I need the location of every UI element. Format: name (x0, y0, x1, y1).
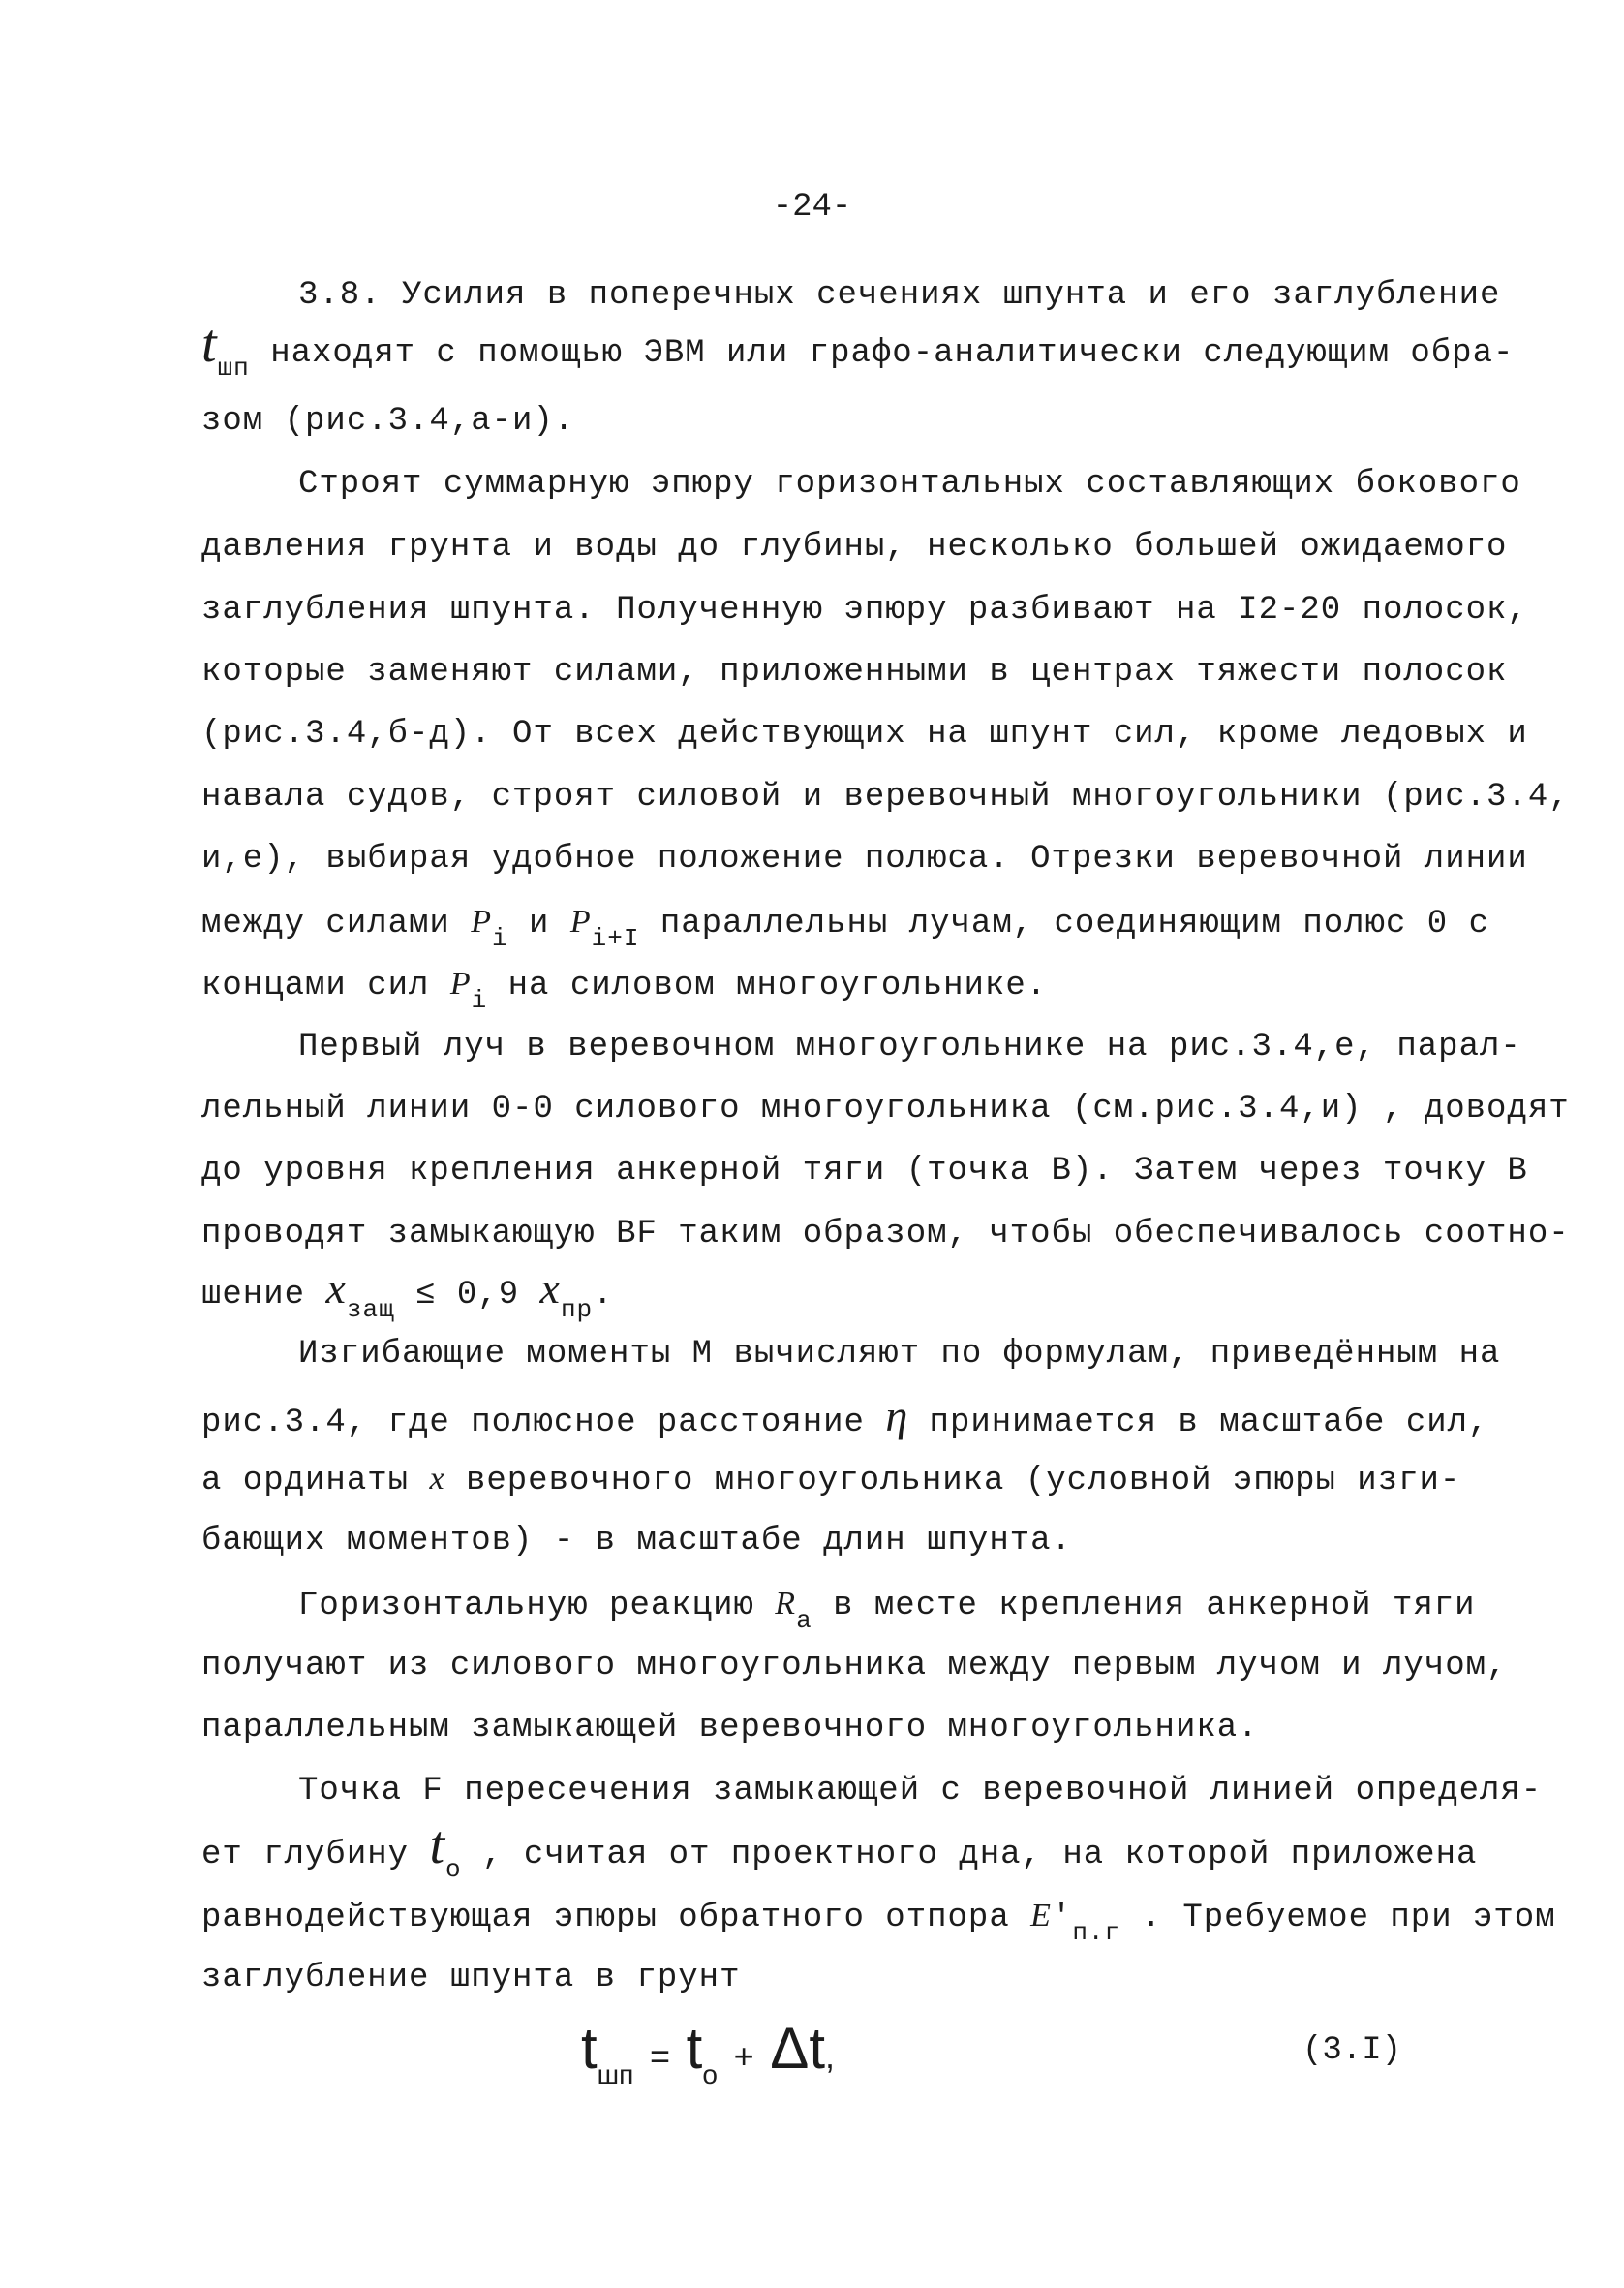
text-line: заглубления шпунта. Полученную эпюру разбивают на I2-20 полосок, (201, 592, 1528, 629)
math-var-p: P (471, 904, 493, 940)
math-operator: = (649, 2036, 670, 2076)
math-var-x: x (429, 1461, 445, 1497)
text-span: . (593, 1277, 614, 1314)
text-span: между силами (201, 906, 450, 943)
text-line: Изгибающие моменты М вычисляют по формулам, приведённым на (298, 1336, 1501, 1373)
text-span: Горизонтальную реакцию (298, 1588, 754, 1624)
text-line (201, 1815, 1478, 1884)
text-line: получают из силового многоугольника между первым лучом и лучом, (201, 1648, 1508, 1685)
text-line: проводят замыкающую BF таким образом, чтобы обеспечивалось соотно- (201, 1216, 1570, 1252)
math-subscript: п.г (1072, 1918, 1121, 1947)
text-line (201, 1263, 614, 1324)
math-var-e: E (1030, 1898, 1052, 1933)
text-span: принимается в масштабе сил, (929, 1405, 1489, 1441)
text-span: параллельны лучам, соединяющим полюс 0 с (659, 906, 1489, 943)
text-line (201, 1391, 1489, 1442)
text-line: Точка F пересечения замыкающей с веревочной линией определя- (298, 1773, 1543, 1809)
text-line: зом (рис.3.4,а-и). (201, 403, 575, 440)
text-span: находят с помощью ЭВМ или графо-аналитически следующим обра- (270, 335, 1515, 372)
math-var-p: P (449, 966, 472, 1002)
math-subscript: i+I (591, 924, 640, 953)
text-line (201, 1460, 1460, 1500)
text-line: бающих моментов) - в масштабе длин шпунта. (201, 1523, 1072, 1560)
equation-number: (3.I) (1302, 2032, 1402, 2069)
text-line (201, 965, 1048, 1015)
text-line: 3.8. Усилия в поперечных сечениях шпунта и его заглубление (298, 277, 1501, 314)
math-var-t: t (429, 1815, 446, 1875)
text-line (201, 903, 1489, 953)
text-span: веревочного многоугольника (условной эпюры изги- (465, 1463, 1461, 1500)
text-line: которые заменяют силами, приложенными в центрах тяжести полосок (201, 654, 1508, 691)
math-subscript: i (471, 986, 488, 1015)
text-line: давления грунта и воды до глубины, несколько большей ожидаемого (201, 529, 1508, 566)
text-span: равнодействующая эпюры обратного отпора (201, 1900, 1010, 1936)
text-span: ет глубину (201, 1837, 410, 1873)
text-span: в месте крепления анкерной тяги (833, 1588, 1476, 1624)
text-line: заглубление шпунта в грунт (201, 1960, 741, 1996)
text-line: навала судов, строят силовой и веревочный многоугольники (рис.3.4, (201, 779, 1570, 816)
text-line (298, 1585, 1476, 1635)
text-line: (рис.3.4,б-д). От всех действующих на шпунт сил, кроме ледовых и (201, 716, 1528, 753)
math-var-r: R (775, 1586, 797, 1622)
text-span: рис.3.4, где полюсное расстояние (201, 1405, 865, 1441)
math-var-p: P (569, 904, 592, 940)
math-delta-t: Δt (770, 2016, 826, 2081)
text-line (201, 1897, 1556, 1947)
text-span: и (529, 906, 550, 943)
math-operator: ≤ (415, 1277, 437, 1314)
math-coefficient: 0,9 (456, 1277, 520, 1314)
math-subscript: i (492, 924, 508, 953)
math-subscript: o (702, 2059, 718, 2089)
math-subscript: защ (346, 1295, 395, 1324)
math-subscript: пр (560, 1295, 594, 1324)
text-span: концами сил (201, 968, 430, 1005)
math-var-x: x (539, 1263, 561, 1313)
math-var-eta: η (885, 1391, 909, 1440)
math-subscript: шп (217, 354, 250, 383)
math-operator: + (733, 2036, 754, 2076)
text-span: . Требуемое при этом (1141, 1900, 1556, 1936)
text-line: до уровня крепления анкерной тяги (точка В). Затем через точку В (201, 1153, 1528, 1190)
text-span: , считая от проектного дна, на которой приложена (482, 1837, 1478, 1873)
math-subscript: шп (597, 2059, 634, 2089)
text-line: Строят суммарную эпюру горизонтальных составляющих бокового (298, 466, 1521, 503)
math-var-t: t (686, 2016, 703, 2081)
text-line: лельный линии 0-0 силового многоугольника (см.рис.3.4,и) , доводят (201, 1091, 1570, 1128)
math-comma: , (825, 2036, 836, 2076)
page-number: -24- (772, 189, 852, 226)
text-line: и,е), выбирая удобное положение полюса. Отрезки веревочной линии (201, 841, 1528, 878)
text-line: параллельным замыкающей веревочного многоугольника. (201, 1710, 1259, 1747)
formula-3-1 (581, 2015, 835, 2093)
text-span: а ординаты (201, 1463, 410, 1500)
math-subscript: a (796, 1606, 812, 1635)
text-line: Первый луч в веревочном многоугольнике на рис.3.4,е, парал- (298, 1029, 1521, 1066)
math-prime: ′ (1051, 1900, 1073, 1936)
math-subscript: o (445, 1855, 462, 1884)
text-span: на силовом многоугольнике. (507, 968, 1048, 1005)
math-var-t: t (581, 2016, 598, 2081)
text-span: шение (201, 1277, 306, 1314)
math-var-x: x (325, 1263, 347, 1313)
math-var-t: t (201, 314, 218, 374)
text-line (201, 314, 1515, 383)
